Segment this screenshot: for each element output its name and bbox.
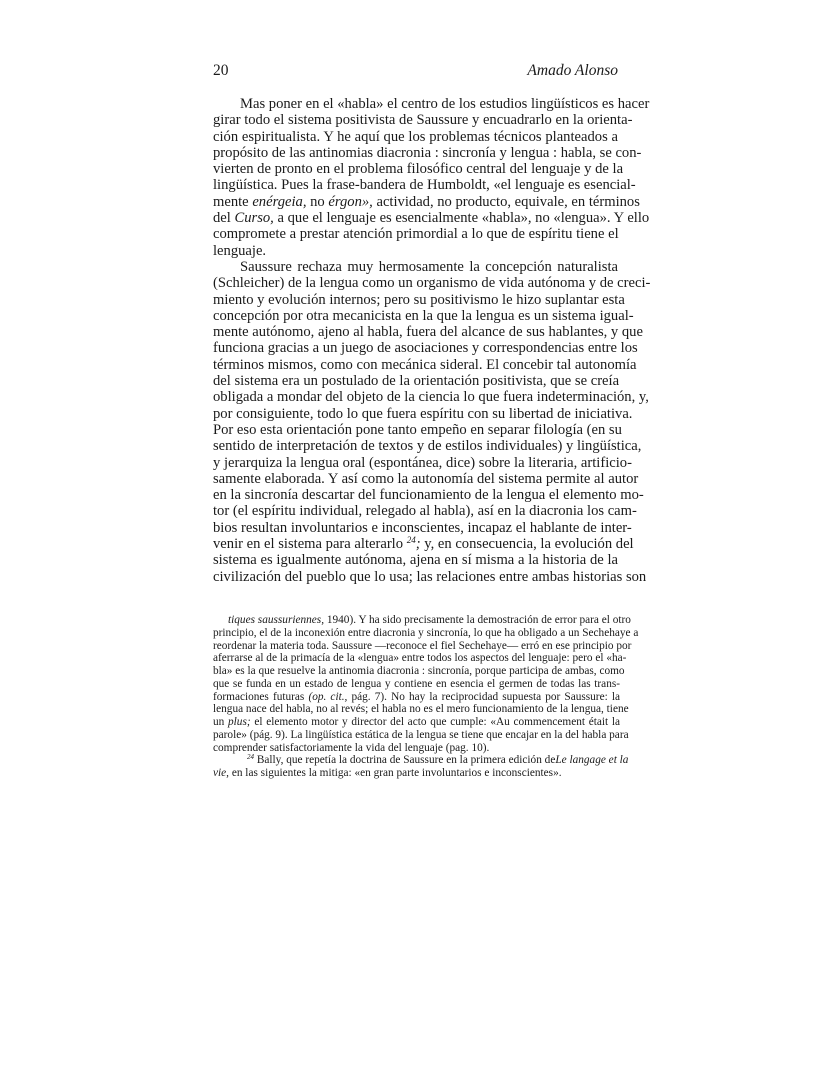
text-run: pág. 7). No hay la reciprocidad supuesta por Saussure: la (347, 690, 620, 703)
body-line (213, 389, 649, 406)
text-run: un (213, 716, 229, 728)
footnote-ref: 24 (247, 753, 254, 762)
footnote-line (213, 691, 620, 704)
text-run: lenguaje. (213, 242, 267, 259)
body-line (213, 568, 647, 585)
text-run: Por eso esta orientación pone tanto empeño en separar filología (en su (213, 421, 622, 438)
text-run: venir en el sistema para alterarlo (213, 536, 407, 553)
text-run: reordenar la materia toda. Saussure —reconoce el fiel Sechehaye— erró en ese principio por (213, 639, 632, 652)
text-run: tor (el espíritu individual, relegado al habla), así en la diacronia los cam- (213, 503, 637, 520)
footnote-line (213, 665, 625, 678)
text-run: sentido de interpretación de textos y de estilos individuales) y lingüística, (213, 438, 642, 455)
body-line (213, 519, 632, 536)
text-run: actividad, no producto, equivale, en términos (372, 193, 640, 210)
text-run: vierten de pronto en el problema filosófico central del lenguaje y de la (213, 161, 624, 178)
text-run: funciona gracias a un juego de asociaciones y correspondencias entre los (213, 340, 638, 357)
italic-text: Le langage et la (555, 754, 629, 767)
body-line (213, 259, 618, 275)
text-run: concepción por otra mecanicista en la que la lengua es un sistema igual- (213, 307, 634, 324)
body-line (213, 340, 638, 357)
footnote-line (213, 652, 627, 665)
text-run: el elemento motor y director del acto que cumple: «Au commencement était la (250, 716, 621, 728)
text-run: ción espiritualista. Y he aquí que los problemas técnicos planteados a (213, 128, 618, 145)
text-run: formaciones futuras (213, 690, 309, 703)
text-run: del (213, 210, 235, 227)
body-line (213, 129, 618, 145)
footnote-line (213, 742, 620, 755)
italic-text: enérgeia, (252, 193, 307, 210)
body-line (213, 405, 633, 422)
footnote-line (213, 639, 632, 653)
body-line (213, 275, 651, 292)
text-run: términos mismos, como con mecánica sideral. El concebir tal autonomía (213, 356, 637, 373)
text-run: del sistema era un postulado de la orientación positivista, que se creía (213, 373, 620, 390)
footnote-ref: 24 (406, 535, 416, 546)
body-line (213, 454, 632, 471)
footnote-line (213, 703, 629, 716)
footnote-line (213, 753, 629, 767)
text-run: en las siguientes la mitiga: «en gran parte involuntarios e inconscientes». (229, 767, 562, 779)
body-line (213, 307, 634, 324)
body-line (213, 356, 637, 373)
text-run: bla» es la que resuelve la antinomia diacronia : sincronía, porque participa de ambas, como (213, 665, 625, 677)
body-line (213, 438, 642, 455)
body-line (213, 535, 634, 553)
text-run: por consiguiente, todo lo que fuera espíritu con su libertad de iniciativa. (213, 405, 633, 422)
footnote-line (213, 767, 620, 780)
body-line (213, 177, 636, 194)
text-run: compromete a prestar atención primordial a lo que de espíritu tiene el (213, 226, 619, 243)
body-line (213, 552, 618, 568)
footnote-line (213, 716, 620, 729)
text-run: miento y evolución internos; pero su positivismo le hizo suplantar esta (213, 291, 625, 308)
text-run: comprender satisfactoriamente la vida del lenguaje (pag. 10). (213, 741, 490, 754)
italic-text: érgon», (328, 193, 373, 210)
body-line (213, 243, 618, 259)
text-run: 1940). Y ha sido precisamente la demostración de error para el otro (324, 614, 631, 626)
text-run: (Schleicher) de la lengua como un organismo de vida autónoma y de creci- (213, 275, 651, 292)
body-line (213, 161, 624, 178)
text-run: aferrarse al de la primacía de la «lengua» entre todos los aspectos del lenguaje: pero el «ha- (213, 652, 627, 665)
text-run: Mas poner en el «habla» el centro de los estudios lingüísticos es hacer (240, 96, 650, 112)
italic-text: vie, (213, 767, 229, 779)
italic-text: plus; (228, 716, 251, 728)
text-run: no (306, 193, 329, 210)
text-run: mente autónomo, ajeno al habla, fuera del alcance de sus hablantes, y que (213, 324, 643, 341)
text-run: a que el lenguaje es esencialmente «habla», no «lengua». Y ello (273, 210, 650, 227)
text-run: sistema es igualmente autónoma, ajena en sí misma a la historia de la (213, 552, 618, 569)
text-run: samente elaborada. Y así como la autonomía del sistema permite al autor (213, 470, 639, 487)
text-run: principio, el de la inconexión entre diacronia y sincronía, lo que ha obligado a un Sechehaye a (213, 626, 639, 639)
footnote-line (213, 678, 620, 691)
text-run: mente (213, 193, 253, 210)
footnote-line (213, 728, 629, 742)
footnote-line (213, 614, 631, 627)
body-line (213, 112, 633, 129)
body-line (213, 421, 622, 438)
page-number: 20 (213, 62, 229, 79)
text-run: parole» (pág. 9). La lingüística estática de la lengua se tiene que encajar en la del habla para (213, 728, 629, 741)
text-run: propósito de las antinomias diacronia : sincronía y lengua : habla, se con- (213, 144, 642, 161)
text-run: Saussure rechaza muy hermosamente la concepción naturalista (240, 258, 618, 275)
footnote-line (213, 626, 639, 640)
running-head: Amado Alonso (527, 62, 618, 79)
text-run: y, en consecuencia, la evolución del (420, 536, 634, 553)
body-line (213, 210, 650, 227)
text-run: que se funda en un estado de lengua y contiene en esencia el germen de todas las trans- (213, 677, 620, 690)
italic-text: Curso, (234, 210, 274, 227)
body-line (213, 487, 644, 504)
body-line (213, 144, 642, 161)
italic-text: ; (415, 536, 421, 553)
body-line (213, 324, 643, 341)
italic-text: (op. cit., (308, 690, 348, 703)
text-run: bios resultan involuntarios e inconscientes, incapaz el hablante de inter- (213, 519, 632, 536)
body-line (213, 226, 618, 242)
body-line (213, 470, 639, 487)
text-run: girar todo el sistema positivista de Saussure y encuadrarlo en la orienta- (213, 112, 633, 129)
text-run: lingüística. Pues la frase-bandera de Humboldt, «el lenguaje es esencial- (213, 177, 636, 194)
body-line (213, 193, 640, 210)
text-run: obligada a mondar del objeto de la ciencia lo que fuera indeterminación, y, (213, 389, 649, 406)
body-line (213, 373, 618, 389)
text-run: Bally, que repetía la doctrina de Saussure en la primera edición de (254, 754, 556, 767)
body-line (213, 503, 637, 520)
body-text (213, 96, 651, 585)
text-run: en la sincronía descartar del funcionamiento de la lengua el elemento mo- (213, 487, 644, 504)
text-run: civilización del pueblo que lo usa; las relaciones entre ambas historias son (213, 568, 647, 585)
italic-text: tiques saussuriennes, (228, 614, 325, 626)
text-run: y jerarquiza la lengua oral (espontánea, dice) sobre la literaria, artificio- (213, 454, 632, 471)
text-run: lengua nace del habla, no al revés; el habla no es el mero funcionamiento de la lengua, tiene (213, 703, 629, 716)
body-line (213, 96, 650, 112)
footnotes (213, 614, 639, 780)
body-line (213, 291, 625, 308)
